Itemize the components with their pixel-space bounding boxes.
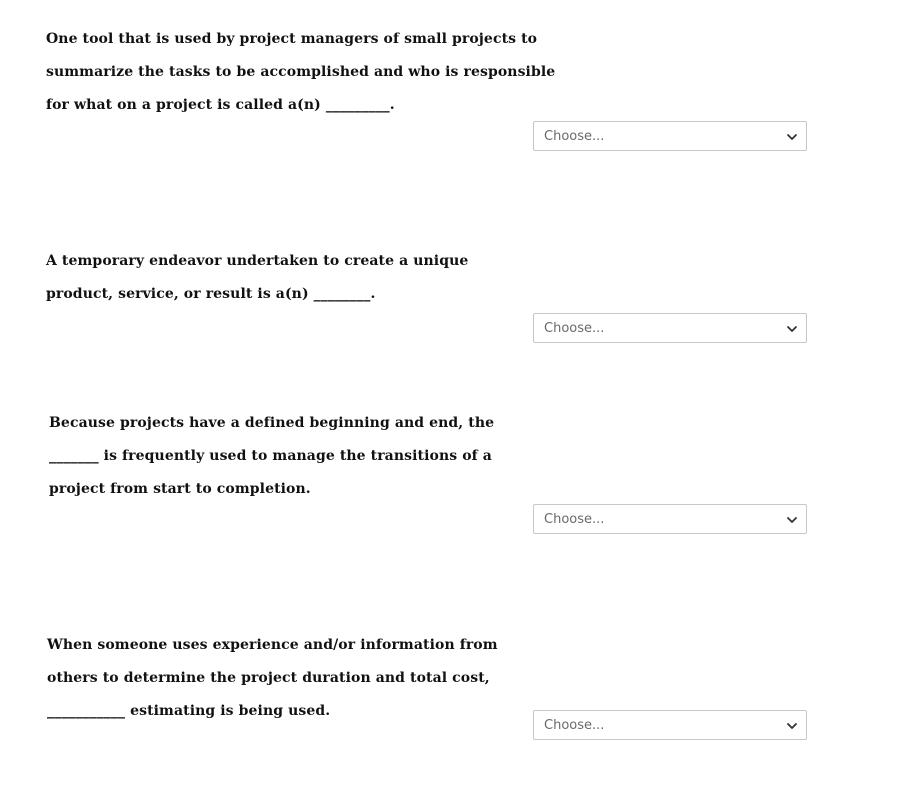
- question-3-line-3: project from start to completion.: [49, 481, 311, 497]
- question-3-select-value: Choose...: [544, 512, 605, 527]
- question-1-line-2: summarize the tasks to be accomplished and who is responsible: [46, 64, 556, 80]
- question-1-answer-select[interactable]: [533, 121, 807, 151]
- question-1-select-value: Choose...: [544, 129, 605, 144]
- question-4-text: [47, 629, 498, 728]
- question-3-answer-select[interactable]: [533, 504, 807, 534]
- chevron-down-icon: [786, 514, 798, 526]
- question-2-line-2: product, service, or result is a(n) ________.: [46, 286, 376, 302]
- question-2-select-value: Choose...: [544, 321, 605, 336]
- question-4-answer-select[interactable]: [533, 710, 807, 740]
- question-3-text: [49, 407, 494, 506]
- question-4-select-value: Choose...: [544, 718, 605, 733]
- question-1-text: [46, 23, 555, 122]
- question-2-text: [46, 245, 468, 311]
- question-1-line-3: for what on a project is called a(n) _________.: [46, 97, 395, 113]
- question-3-line-1: Because projects have a defined beginning and end, the: [49, 415, 495, 431]
- question-2-answer-select[interactable]: [533, 313, 807, 343]
- chevron-down-icon: [786, 323, 798, 335]
- question-3-line-2: _______ is frequently used to manage the transitions of a: [49, 448, 492, 464]
- question-1-line-1: One tool that is used by project managers of small projects to: [46, 31, 538, 47]
- chevron-down-icon: [786, 131, 798, 143]
- question-4-line-2: others to determine the project duration and total cost,: [47, 670, 490, 686]
- question-4-line-3: ___________ estimating is being used.: [47, 703, 331, 719]
- question-2-line-1: A temporary endeavor undertaken to create a unique: [46, 253, 469, 269]
- chevron-down-icon: [786, 720, 798, 732]
- question-4-line-1: When someone uses experience and/or information from: [47, 637, 498, 653]
